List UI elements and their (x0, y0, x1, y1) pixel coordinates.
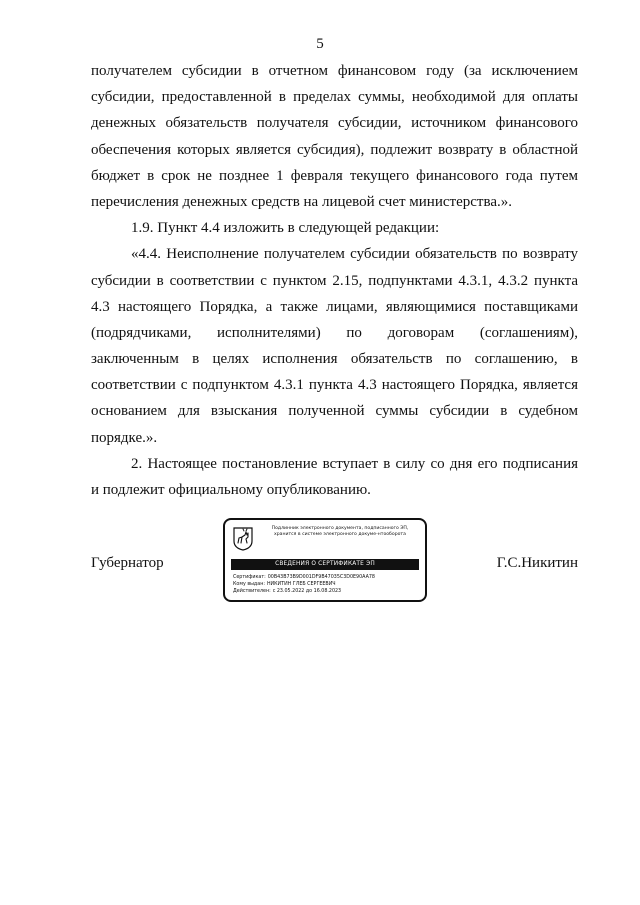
text-line: обеспечения которых является субсидия), подлежит возврату в областной (91, 141, 578, 158)
electronic-signature-stamp (223, 518, 427, 602)
stamp-fields (233, 574, 375, 596)
text-line: субсидии в соответствии с пунктом 2.15, подпунктами 4.3.1, 4.3.2 пункта (91, 272, 578, 289)
text-line: перечисления денежных средств на лицевой счет министерства.». (91, 193, 512, 210)
text-line: основанием для взыскания полученной суммы субсидии в судебном (91, 403, 578, 420)
stamp-issued-to-row (233, 581, 375, 588)
certificate-value: 00B43B73B9D001DF9B47035C3D0E90AA78 (267, 575, 375, 580)
text-line: субсидии, предоставленной в пределах суммы, необходимой для оплаты (91, 89, 578, 106)
stamp-header-line: Подлинник электронного документа, подписанного ЭП, (271, 526, 409, 531)
page-number: 5 (316, 36, 324, 52)
valid-label: Действителен: (233, 589, 271, 595)
stamp-certificate-row (233, 574, 375, 581)
text-line: порядке.». (91, 429, 158, 446)
text-line: 4.3 настоящего Порядка, а также лицами, являющимися поставщиками (91, 298, 578, 315)
stamp-header (257, 526, 423, 539)
text-line: 2. Настоящее постановление вступает в силу со дня его подписания (131, 455, 578, 472)
stamp-valid-row (233, 588, 375, 595)
text-line: (подрядчиками, исполнителями) по договорам (соглашениям), (91, 324, 578, 341)
document-body (91, 58, 578, 503)
valid-value: с 23.05.2022 до 16.08.2023 (272, 589, 342, 595)
signatory-name: Г.С.Никитин (496, 555, 578, 571)
stamp-header-line: хранится в системе электронного докуме-нтооборота (274, 532, 406, 538)
coat-of-arms-icon (233, 527, 253, 551)
issued-to-label: Кому выдан: (233, 582, 265, 588)
text-line: получателем субсидии в отчетном финансовом году (за исключением (91, 63, 578, 79)
text-line: бюджет в срок не позднее 1 февраля текущего финансового года путем (91, 167, 578, 184)
text-line: заключенным в целях исполнения обязательств по соглашению, в (91, 351, 578, 368)
issued-to-value: НИКИТИН ГЛЕБ СЕРГЕЕВИЧ (266, 582, 336, 588)
text-line: денежных обязательств получателя субсидии, источником финансового (91, 115, 578, 132)
stamp-title: СВЕДЕНИЯ О СЕРТИФИКАТЕ ЭП (231, 559, 419, 570)
text-line: соответствии с подпунктом 4.3.1 пункта 4.3 настоящего Порядка, является (91, 377, 578, 394)
text-line: 1.9. Пункт 4.4 изложить в следующей редакции: (131, 220, 440, 237)
certificate-label: Сертификат: (233, 575, 266, 580)
text-line: «4.4. Неисполнение получателем субсидии обязательств по возврату (131, 246, 578, 263)
text-line: и подлежит официальному опубликованию. (91, 482, 371, 498)
signatory-position: Губернатор (91, 555, 164, 571)
